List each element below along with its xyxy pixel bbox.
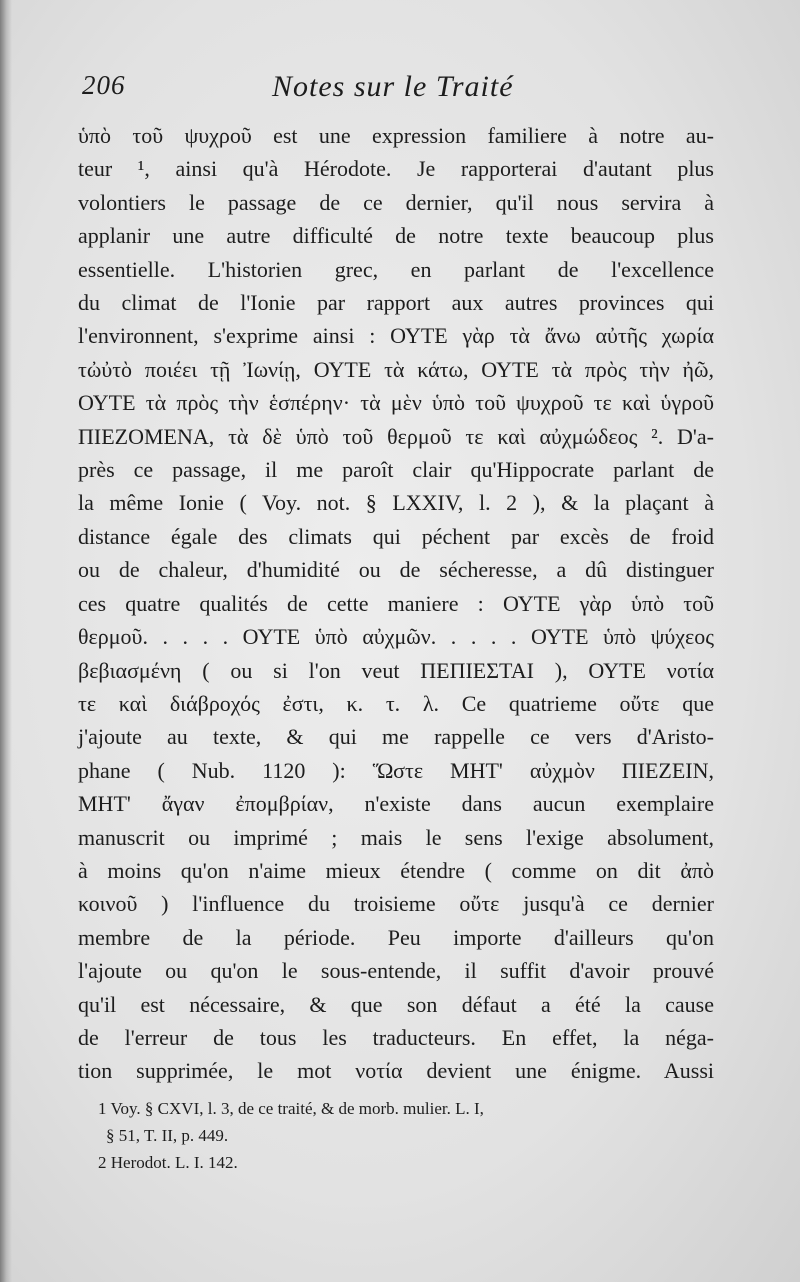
text-line: applanir une autre difficulté de notre texte beaucoup plus xyxy=(78,223,714,249)
text-line: ΜΗΤ' ἄγαν ἐπομβρίαν, n'existe dans aucun exemplaire xyxy=(78,791,714,817)
text-line: βεβιασμένη ( ou si l'on veut ΠΕΠΙΕΣΤΑΙ ), ΟΥΤΕ νοτία xyxy=(78,657,714,683)
text-line: près ce passage, il me paroît clair qu'Hippocrate parlant de xyxy=(78,457,714,483)
footnote-1: 1 Voy. § CXVI, l. 3, de ce traité, & de morb. mulier. L. I, xyxy=(98,1099,484,1118)
text-line: l'ajoute ou qu'on le sous-entende, il suffit d'avoir prouvé xyxy=(78,958,714,984)
text-line: de l'erreur de tous les traducteurs. En effet, la néga- xyxy=(78,1024,714,1050)
text-line: la même Ionie ( Voy. not. § LXXIV, l. 2 ), & la plaçant à xyxy=(78,490,714,516)
text-line: du climat de l'Ionie par rapport aux autres provinces qui xyxy=(78,290,714,316)
text-line: tion supprimée, le mot νοτία devient une énigme. Aussi xyxy=(78,1058,714,1084)
text-line: volontiers le passage de ce dernier, qu'il nous servira à xyxy=(78,189,714,215)
body-text xyxy=(78,119,714,1088)
text-line: ὑπὸ τοῦ ψυχροῦ est une expression familiere à notre au- xyxy=(78,123,714,148)
text-line: l'environnent, s'exprime ainsi : ΟΥΤΕ γὰρ τὰ ἄνω αὐτῆς χωρία xyxy=(78,323,714,349)
text-line: θερμοῦ. . . . . ΟΥΤΕ ὑπὸ αὐχμῶν. . . . . ΟΥΤΕ ὑπὸ ψύχεος xyxy=(78,624,714,650)
page-header xyxy=(82,70,722,110)
text-line: τὠὐτὸ ποιέει τῇ Ἰωνίῃ, ΟΥΤΕ τὰ κάτω, ΟΥΤΕ τὰ πρὸς τὴν ἠῶ, xyxy=(78,356,714,382)
text-line: essentielle. L'historien grec, en parlant de l'excellence xyxy=(78,256,714,282)
page-gutter-shadow xyxy=(0,0,12,1282)
footnote-1-continued: § 51, T. II, p. 449. xyxy=(106,1126,229,1145)
text-line: manuscrit ou imprimé ; mais le sens l'exige absolument, xyxy=(78,824,714,850)
text-line: à moins qu'on n'aime mieux étendre ( comme on dit ἀπὸ xyxy=(78,857,714,883)
text-line: membre de la période. Peu importe d'ailleurs qu'on xyxy=(78,924,714,950)
text-line: ΟΥΤΕ τὰ πρὸς τὴν ἑσπέρην· τὰ μὲν ὑπὸ τοῦ ψυχροῦ τε καὶ ὑγροῦ xyxy=(78,390,714,416)
text-line: ΠΙΕΖΟΜΕΝΑ, τὰ δὲ ὑπὸ τοῦ θερμοῦ τε καὶ αὐχμώδεος ². D'a- xyxy=(78,423,714,449)
text-line: teur ¹, ainsi qu'à Hérodote. Je rapporterai d'autant plus xyxy=(78,156,714,182)
text-line: τε καὶ διάβροχός ἐστι, κ. τ. λ. Ce quatrieme οὔτε que xyxy=(78,690,714,716)
footnotes xyxy=(98,1095,714,1176)
text-line: κοινοῦ ) l'influence du troisieme οὔτε jusqu'à ce dernier xyxy=(78,891,714,917)
text-line: qu'il est nécessaire, & que son défaut a été la cause xyxy=(78,991,714,1017)
running-title: Notes sur le Traité xyxy=(272,70,514,103)
text-line: j'ajoute au texte, & qui me rappelle ce vers d'Aristo- xyxy=(78,724,714,750)
footnote-2: 2 Herodot. L. I. 142. xyxy=(98,1153,238,1172)
text-line: distance égale des climats qui péchent par excès de froid xyxy=(78,523,714,549)
page-number: 206 xyxy=(82,70,126,100)
text-line: ces quatre qualités de cette maniere : ΟΥΤΕ γὰρ ὑπὸ τοῦ xyxy=(78,590,714,616)
text-line: ou de chaleur, d'humidité ou de sécheresse, a dû distinguer xyxy=(78,557,714,583)
text-line: phane ( Nub. 1120 ): Ὥστε ΜΗΤ' αὐχμὸν ΠΙΕΖΕΙΝ, xyxy=(78,757,714,783)
